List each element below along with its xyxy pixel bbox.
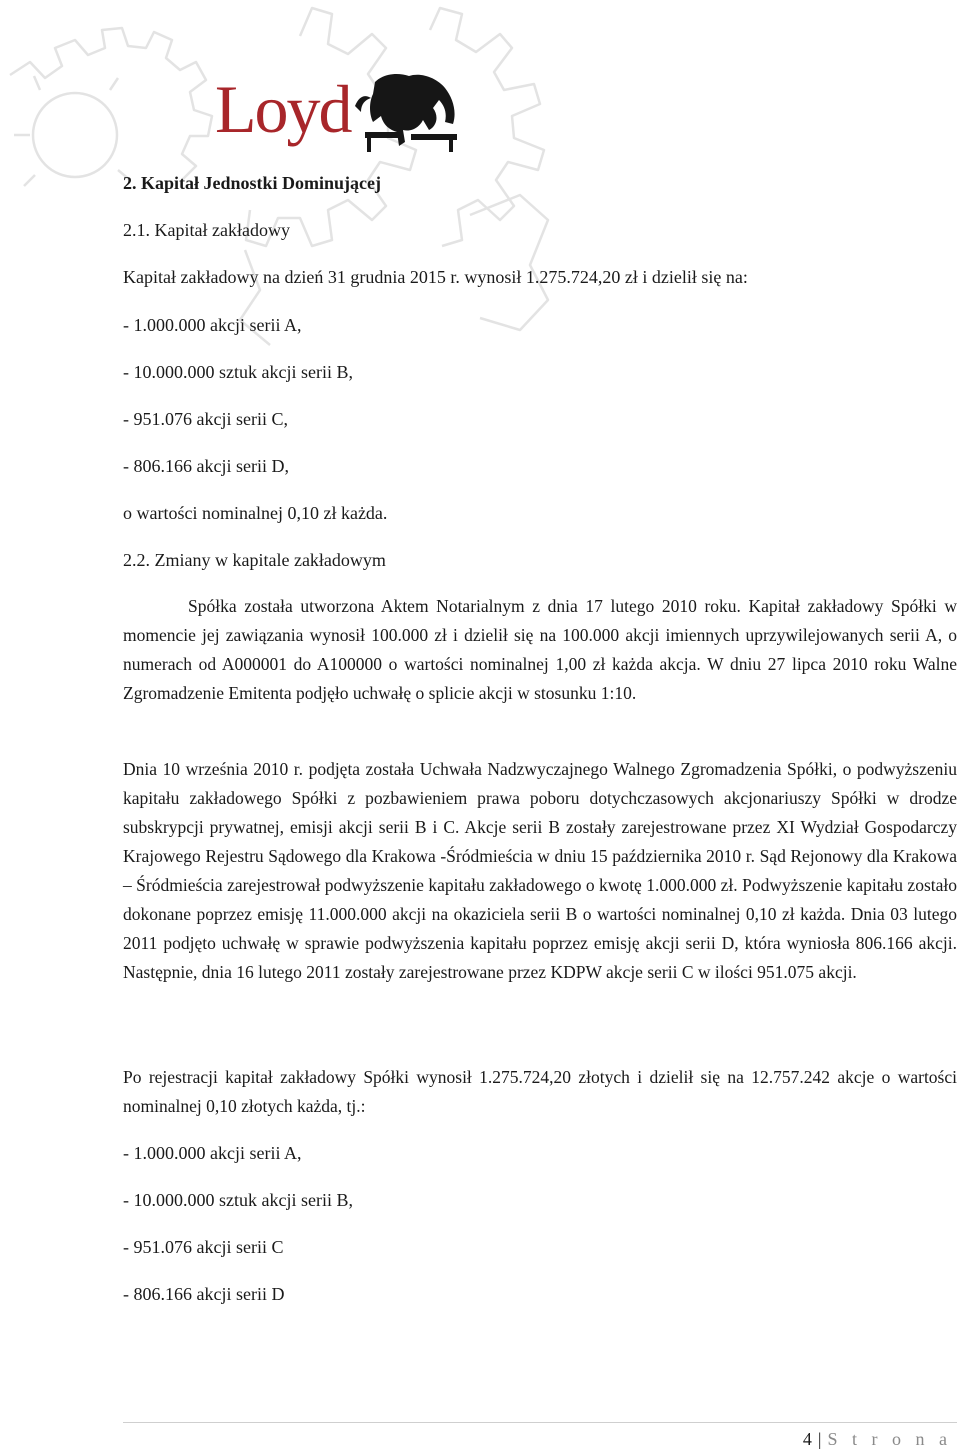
share-item: - 1.000.000 akcji serii A, [123, 1143, 302, 1163]
subsection-heading-capital: 2.1. Kapitał zakładowy [123, 220, 290, 240]
share-item: - 1.000.000 akcji serii A, [123, 315, 302, 335]
lion-icon [353, 72, 463, 154]
share-item: - 10.000.000 sztuk akcji serii B, [123, 362, 353, 382]
share-item: - 951.076 akcji serii C [123, 1237, 284, 1257]
nominal-value: o wartości nominalnej 0,10 zł każda. [123, 503, 388, 523]
company-logo [215, 72, 460, 154]
page-footer [803, 1428, 952, 1450]
page-word: S t r o n a [827, 1429, 952, 1449]
paragraph-increase: Dnia 10 września 2010 r. podjęta została Uchwała Nadzwyczajnego Walnego Zgromadzenia Spółki, o podwyższeniu kapitału zakładowego Spółki z pozbawieniem prawa poboru dotychczasowych akcjonariuszy Spółki w drodze subskrypcji prywatnej, emisji akcji serii B i C. Akcje serii B zostały zarejestrowane przez XI Wydział Gospodarczy Krajowego Rejestru Sądowego dla Krakowa -Śródmieścia w dniu 15 października 2010 r. Sąd Rejonowy dla Krakowa – Śródmieścia zarejestrował podwyższenie kapitału zakładowego o kwotę 1.000.000 zł. Podwyższenie kapitału zostało dokonane poprzez emisję 11.000.000 akcji na okaziciela serii B o wartości nominalnej 0,10 zł każda. Dnia 03 lutego 2011 podjęto uchwałę w sprawie podwyższenia kapitału poprzez emisję akcji serii D, która wyniosła 806.166 akcji. Następnie, dnia 16 lutego 2011 zostały zarejestrowane przez KDPW akcje serii C w ilości 951.075 akcji. [123, 759, 957, 982]
capital-intro: Kapitał zakładowy na dzień 31 grudnia 2015 r. wynosił 1.275.724,20 zł i dzielił się na: [123, 267, 748, 287]
footer-separator: | [817, 1429, 822, 1449]
footer-divider [123, 1422, 957, 1423]
paragraph-founding: Spółka została utworzona Aktem Notarialnym z dnia 17 lutego 2010 roku. Kapitał zakładowy Spółki w momencie jej zawiązania wynosił 100.000 zł i dzielił się na 100.000 akcji imiennych uprzywilejowanych serii A, o numerach od A000001 do A100000 o wartości nominalnej 1,00 zł każda akcja. W dniu 27 lipca 2010 roku Walne Zgromadzenie Emitenta podjęło uchwałę o splicie akcji w stosunku 1:10. [123, 596, 957, 703]
share-item: - 806.166 akcji serii D [123, 1284, 285, 1304]
page-number: 4 [802, 1429, 812, 1449]
section-heading: 2. Kapitał Jednostki Dominującej [123, 173, 382, 193]
share-item: - 10.000.000 sztuk akcji serii B, [123, 1190, 353, 1210]
share-item: - 806.166 akcji serii D, [123, 456, 289, 476]
share-item: - 951.076 akcji serii C, [123, 409, 288, 429]
paragraph-after-registration: Po rejestracji kapitał zakładowy Spółki wynosił 1.275.724,20 złotych i dzielił się na 12.757.242 akcje o wartości nominalnej 0,10 złotych każda, tj.: [123, 1067, 957, 1116]
subsection-heading-changes: 2.2. Zmiany w kapitale zakładowym [123, 550, 386, 570]
logo-text: Loyd [215, 71, 351, 147]
